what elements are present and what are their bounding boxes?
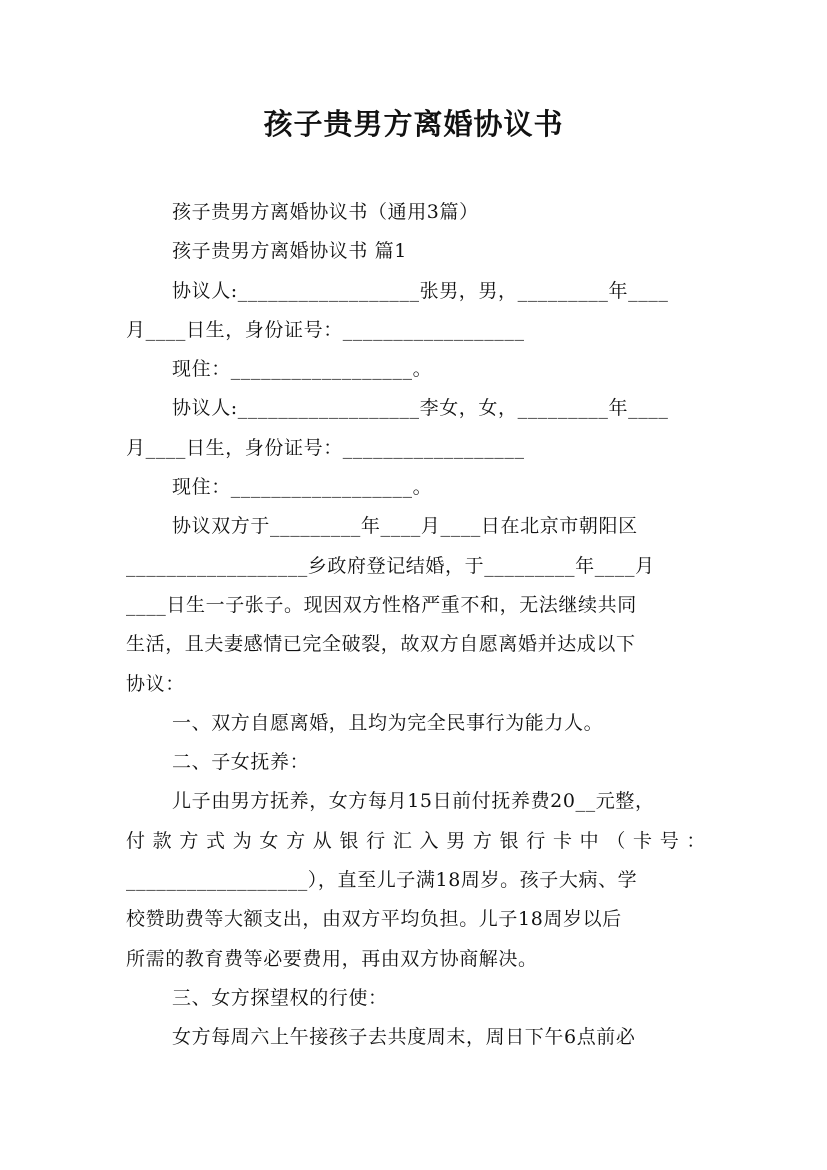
paragraph-line: 生活，且夫妻感情已完全破裂，故双方自愿离婚并达成以下 [126, 633, 636, 656]
party-one-address: 现住：__________________。 [172, 358, 433, 381]
paragraph-line: 女方每周六上午接孩子去共度周末，周日下午6点前必 [172, 1026, 636, 1049]
clause-two-heading: 二、子女抚养： [172, 751, 310, 774]
paragraph-line: 儿子由男方抚养，女方每月15日前付抚养费20__元整， [172, 790, 655, 813]
subtitle-line: 孩子贵男方离婚协议书（通用3篇） [172, 201, 479, 223]
section-heading: 孩子贵男方离婚协议书 篇1 [172, 240, 407, 263]
party-one-line-2: 月____日生，身份证号：__________________ [126, 318, 525, 341]
party-two-line-1: 协议人:__________________李女，女，_________年____ [172, 397, 669, 420]
paragraph-line: __________________乡政府登记结婚，于_________年____月 [126, 554, 655, 577]
clause-three-heading: 三、女方探望权的行使： [172, 986, 388, 1009]
clause-one: 一、双方自愿离婚，且均为完全民事行为能力人。 [172, 711, 604, 734]
party-two-address: 现住：__________________。 [172, 476, 433, 499]
document-title: 孩子贵男方离婚协议书 [263, 107, 564, 141]
document-body [126, 193, 706, 1058]
paragraph-line: ____日生一子张子。现因双方性格严重不和，无法继续共同 [126, 593, 637, 616]
paragraph-line: __________________），直至儿子满18周岁。孩子大病、学 [126, 869, 638, 892]
paragraph-line: 协议： [126, 672, 185, 695]
paragraph-line: 协议双方于_________年____月____日在北京市朝阳区 [172, 515, 638, 538]
paragraph-line: 付款方式为女方从银行汇入男方银行卡中（卡号： [126, 829, 706, 852]
paragraph-line: 校赞助费等大额支出，由双方平均负担。儿子18周岁以后 [126, 908, 622, 931]
paragraph-line: 所需的教育费等必要费用，再由双方协商解决。 [126, 947, 538, 970]
party-one-line-1: 协议人:__________________张男，男，_________年____ [172, 279, 669, 302]
party-two-line-2: 月____日生，身份证号：__________________ [126, 436, 525, 459]
